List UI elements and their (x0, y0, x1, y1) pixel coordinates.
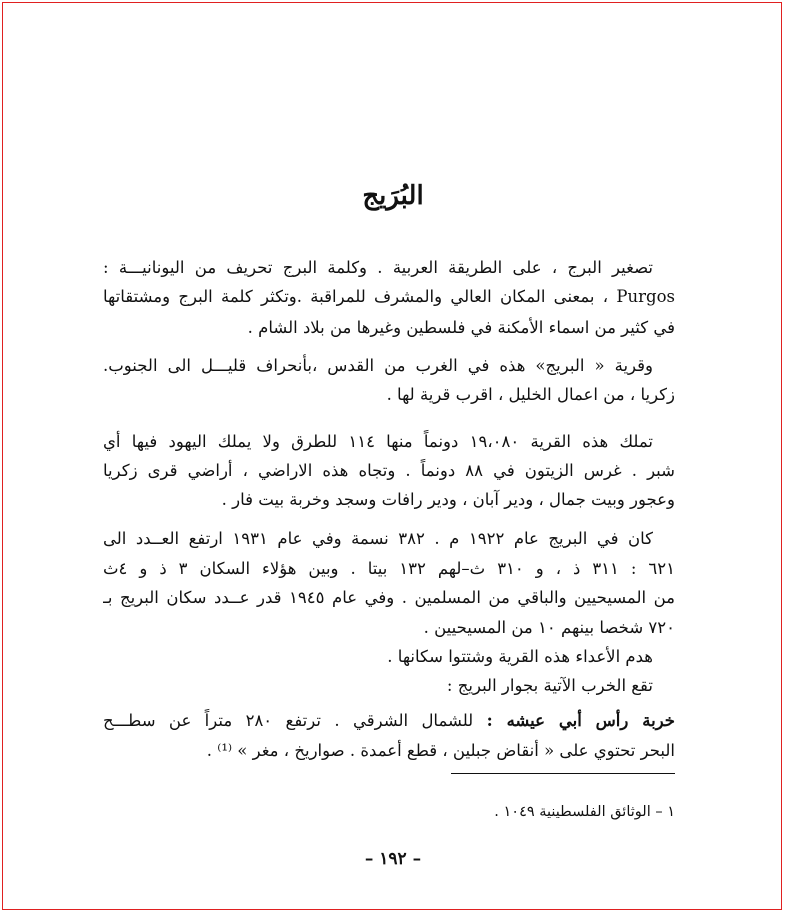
document-page (3, 3, 783, 909)
text-line: Purgos ، بمعنى المكان العالي والمشرف للمراقبة .وتكثر كلمة البرج ومشتقاتها (103, 287, 675, 306)
page-number: – ١٩٢ – (364, 849, 422, 869)
text-line: ٧٢٠ شخصا بينهم ١٠ من المسيحيين . (423, 618, 675, 637)
text-line: ٦٢١ : ٣١١ ذ ، و ٣١٠ ث–لهم ١٣٢ بيتا . وبين هؤلاء السكان ٣ ذ و ٤ث (103, 559, 675, 578)
text-line: تملك هذه القرية ١٩،٠٨٠ دونماً منها ١١٤ للطرق ولا يملك اليهود فيها أي (103, 432, 653, 451)
footnote: ١ – الوثائق الفلسطينية ١٠٤٩ . (494, 804, 675, 820)
text-line (103, 708, 675, 734)
text-line: البحر تحتوي على « أنقاض جبلين ، قطع أعمدة . صواريخ ، مغر » ⁽¹⁾ . (206, 741, 675, 760)
ruin-name: خربة رأس أبي عيشه : (486, 711, 675, 730)
footnote-divider (451, 773, 675, 774)
text-line: في كثير من اسماء الأمكنة في فلسطين وغيرها من بلاد الشام . (247, 318, 675, 337)
text-line: هدم الأعداء هذه القرية وشتتوا سكانها . (387, 647, 653, 666)
text-line: كان في البريج عام ١٩٢٢ م . ٣٨٢ نسمة وفي عام ١٩٣١ ارتفع العــدد الى (103, 529, 653, 548)
text-line: شبر . غرس الزيتون في ٨٨ دونماً . وتجاه هذه الاراضي ، أراضي قرى زكريا (103, 461, 675, 480)
text-line: تقع الخرب الآتية بجوار البريج : (446, 676, 653, 695)
text-line: من المسيحيين والباقي من المسلمين . وفي عام ١٩٤٥ قدر عــدد سكان البريج بـ (103, 588, 675, 607)
text-line: وقرية « البريج» هذه في الغرب من القدس ،بأنحراف قليـــل الى الجنوب. (103, 356, 653, 375)
text-line: وعجور وبيت جمال ، ودير آبان ، ودير رافات وسجد وخربة بيت فار . (221, 490, 675, 509)
text-line: زكريا ، من اعمال الخليل ، اقرب قرية لها . (386, 385, 675, 404)
page-title: البُرَيج (362, 181, 424, 211)
page-frame (2, 2, 782, 910)
text-line: تصغير البرج ، على الطريقة العربية . وكلمة البرج تحريف من اليونانيـــة : (103, 258, 653, 277)
ruin-description: للشمال الشرقي . ترتفع ٢٨٠ متراً عن سطـــح (103, 711, 474, 730)
